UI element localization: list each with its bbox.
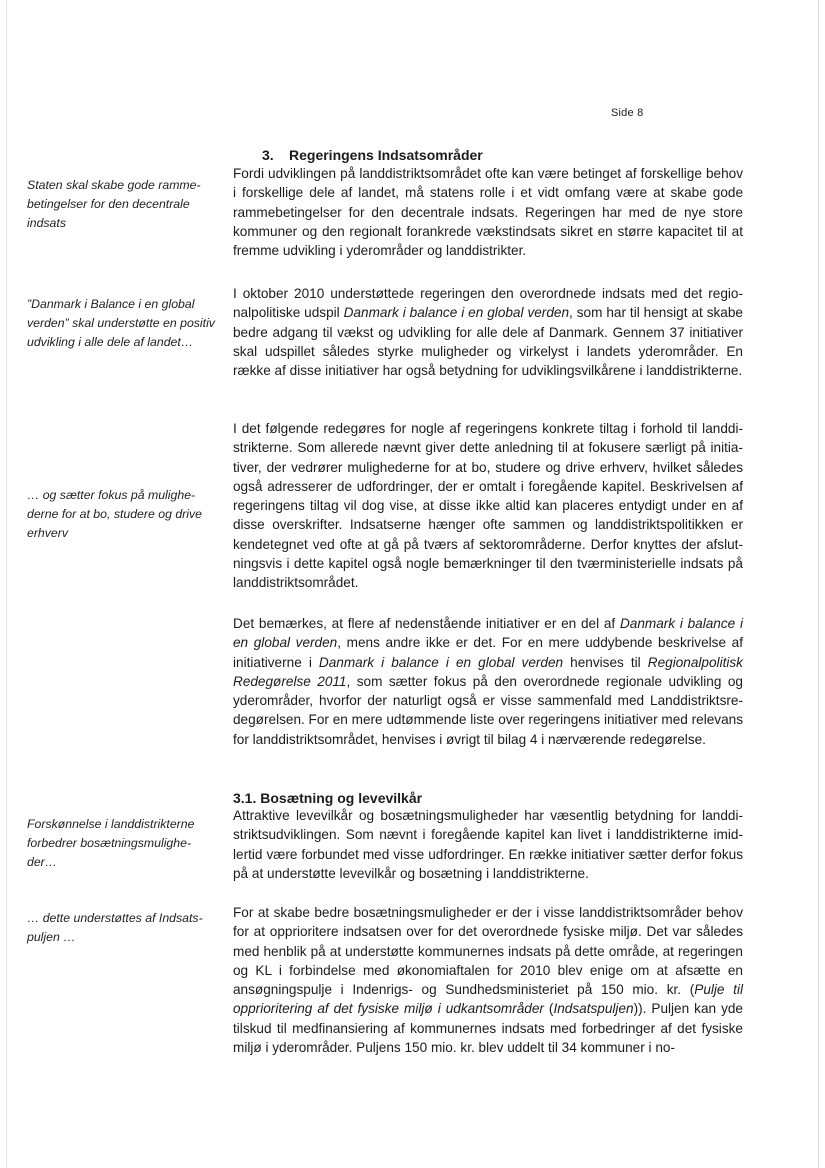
paragraph-4 bbox=[233, 614, 743, 749]
paragraph-6 bbox=[233, 903, 743, 1057]
paragraph-6-text-c: ( bbox=[543, 1001, 554, 1017]
paragraph-5: Attraktive levevilkår og bosætningsmuligheder har væsentlig betydning for landdistriktsudviklingen. Som nævnt i foregående kapitel kan livet i landdistrikterne imidlertid være forbundet med visse udfordringer. En række initiativer sætter derfor fokus på at understøtte levevilkår og bosætning i landdistrikterne. bbox=[233, 808, 743, 881]
section-heading bbox=[262, 147, 483, 164]
page-edge-left bbox=[6, 0, 7, 1168]
paragraph-6-text-a: For at skabe bedre bosætningsmuligheder er der i visse landdistriktsområder behov for at opprioritere indsatsen over for det overordnede fysiske miljø. Det var således med henblik på at understøtte kommunernes indsats på dette område, at regeringen og KL i forbindelse med økonomiaftalen for 2010 blev enige om at afsætte en ansøgningspulje i Indenrigs- og Sundhedsministeriet på 150 mio. kr. ( bbox=[233, 905, 743, 998]
margin-note-5: … dette understøttes af Indsatspuljen … bbox=[27, 911, 203, 944]
subsection-heading: 3.1. Bosætning og levevilkår bbox=[233, 790, 423, 806]
page-edge-right bbox=[818, 0, 819, 1168]
paragraph-4-text-g: , som sætter fokus på den overordnede regionale udvikling og yderområder, hvorfor der naturligt også er visse sammenfald med Landdistriktsredegørelsen. For en mere udtømmende liste over regeringens initiativer med relevans for landdistriktsområdet, henvises i øvrigt til bilag 4 i nærværende redegørelse. bbox=[233, 673, 743, 747]
paragraph-4-text-e: henvises til bbox=[563, 654, 648, 670]
paragraph-1: Fordi udviklingen på landdistriktsområdet ofte kan være betinget af forskellige behov i forskellige dele af landet, må statens rolle i et vidt omfang være at skabe gode rammebetingelser for den decentrale indsats. Regeringen har med de nye store kommuner og den regionalt forankrede vækstindsats sikret en større kapacitet til at fremme udvikling i yderområder og landdistrikter. bbox=[233, 166, 743, 259]
paragraph-2-text-a: I oktober 2010 understøttede regeringen den overordnede indsats med det regionalpolitiske udspil bbox=[233, 286, 743, 321]
margin-note-2: ”Danmark i Balance i en global verden” skal understøtte en positiv udvikling i alle dele af landet… bbox=[27, 297, 215, 349]
paragraph-3: I det følgende redegøres for nogle af regeringens konkrete tiltag i forhold til landdistrikterne. Som allerede nævnt giver dette anledning til at fokusere særligt på initiativer, der vedrører mulighederne for at bo, studere og drive erhverv, hvilket således også adresserer de udfordringer, der er omtalt i foregående kapitel. Beskrivelsen af regeringens tiltag vil dog vise, at disse ikke altid kan placeres entydigt under en af disse overskrifter. Indsatserne hænger ofte sammen og landdistriktspolitikken er kendetegnet ved ofte at gå på tværs af sektorområderne. Derfor knyttes der afslutningsvis i dette kapitel også nogle bemærkninger til den tværministerielle indsats på landdistriktsområdet. bbox=[233, 421, 743, 591]
margin-note-4: Forskønnelse i landdistrikterne forbedrer bosætningsmuligheder… bbox=[27, 817, 195, 869]
paragraph-4-text-c: , mens andre ikke er det. For en mere uddybende beskrivelse af initiativerne i bbox=[233, 635, 743, 670]
paragraph-2-text-b: , som har til hensigt at skabe bedre adgang til vækst og udvikling for alle dele af Danmark. Gennem 37 initiativer skal udspillet således styrke muligheder og virkelyst i landets yderområder. En række af disse initiativer har også betydning for udviklingsvilkårene i landdistrikterne. bbox=[233, 305, 743, 379]
margin-note-3: … og sætter fokus på mulighederne for at bo, studere og drive erhverv bbox=[27, 488, 202, 540]
paragraph-4-italic-f: Regionalpolitisk Redegørelse 2011 bbox=[233, 654, 743, 689]
page-number: Side 8 bbox=[611, 107, 644, 119]
paragraph-4-text-a: Det bemærkes, at flere af nedenstående initiativer er en del af bbox=[233, 616, 620, 631]
paragraph-6-italic-d: Indsatspuljen bbox=[553, 1001, 634, 1017]
margin-note-1: Staten skal skabe gode rammebetingelser for den decentrale indsats bbox=[27, 178, 201, 230]
paragraph-4-italic-d: Danmark i balance i en global verden bbox=[318, 654, 564, 670]
paragraph-4-italic-b: Danmark i balance i en global verden bbox=[233, 616, 743, 651]
section-number: 3. bbox=[262, 147, 274, 163]
paragraph-2-title-italic: Danmark i balance i en global verden bbox=[343, 305, 570, 321]
paragraph-6-italic-b: Pulje til opprioritering af det fysiske miljø i udkantsområder bbox=[233, 982, 743, 1017]
paragraph-2 bbox=[233, 284, 743, 380]
paragraph-6-text-e: )). Puljen kan yde tilskud til medfinansiering af kommunernes indsats med forbedringer af det fysiske miljø i yderområder. Puljens 150 mio. kr. blev uddelt til 34 kommuner i no- bbox=[233, 1001, 743, 1056]
section-title: Regeringens Indsatsområder bbox=[289, 147, 483, 163]
